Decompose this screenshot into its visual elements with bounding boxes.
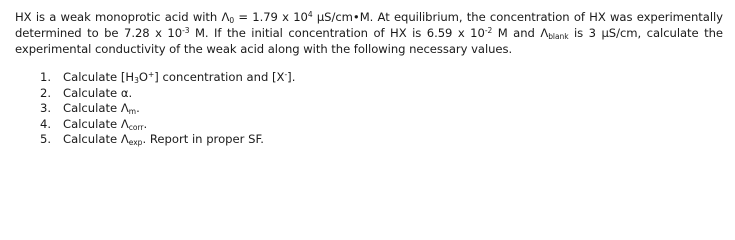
step-1-text-c: ] concentration and [X (154, 70, 285, 84)
step-3-text-b: . (136, 101, 140, 115)
step-5-subscript: exp (128, 138, 143, 147)
step-5-text-b: . Report in proper SF. (142, 132, 264, 146)
step-1-superscript-minus: - (284, 70, 288, 79)
step-text: Calculate α. (63, 85, 133, 100)
step-number: 5. (40, 132, 52, 146)
step-3 (40, 101, 723, 117)
lambda-zero-subscript: 0 (229, 16, 235, 25)
step-2 (40, 86, 723, 102)
step-text (63, 117, 147, 133)
step-4-subscript: corr (128, 122, 144, 132)
step-text (63, 101, 140, 117)
step-4-text-b: . (143, 116, 148, 131)
step-1-text-d: ]. (287, 70, 296, 84)
problem-text-3: µS/cm•M. At equilibrium, the concentration of HX was experimentally determined to be 7.28 x 10 (15, 10, 723, 40)
step-5 (40, 132, 723, 148)
step-number: 4. (40, 116, 52, 131)
problem-text-2: = 1.79 x 10 (234, 10, 308, 24)
problem-text-1: HX is a weak monoprotic acid with Λ (15, 10, 230, 24)
step-1-text-a: Calculate [H (63, 70, 135, 84)
step-text (63, 70, 295, 86)
step-number: 1. (40, 70, 52, 84)
step-number: 3. (40, 101, 52, 115)
exponent-neg3: -3 (182, 26, 190, 35)
step-4 (40, 117, 723, 133)
step-number: 2. (40, 85, 52, 100)
step-3-subscript: m (128, 107, 137, 116)
problem-document (15, 9, 723, 148)
step-1-superscript-plus: + (148, 70, 155, 79)
problem-text-4: M. If the initial concentration of HX is 6.59 x 10 (189, 26, 485, 40)
exponent-4: 4 (307, 10, 313, 19)
step-5-text-a: Calculate Λ (63, 132, 129, 146)
exponent-neg2: -2 (484, 26, 493, 35)
step-1 (40, 70, 723, 86)
step-3-text-a: Calculate Λ (63, 101, 129, 115)
step-text (63, 132, 264, 148)
steps-list (15, 70, 723, 148)
step-1-subscript: 3 (134, 76, 139, 85)
problem-text-5: M and Λ (492, 26, 549, 40)
step-1-text-b: O (138, 70, 148, 84)
problem-text-6: is 3 µS/cm, calculate the experimental conductivity of the weak acid along with the following necessary values. (15, 26, 724, 56)
step-4-text-a: Calculate Λ (63, 116, 129, 131)
problem-statement (15, 9, 723, 57)
lambda-blank-subscript: blank (548, 32, 569, 41)
